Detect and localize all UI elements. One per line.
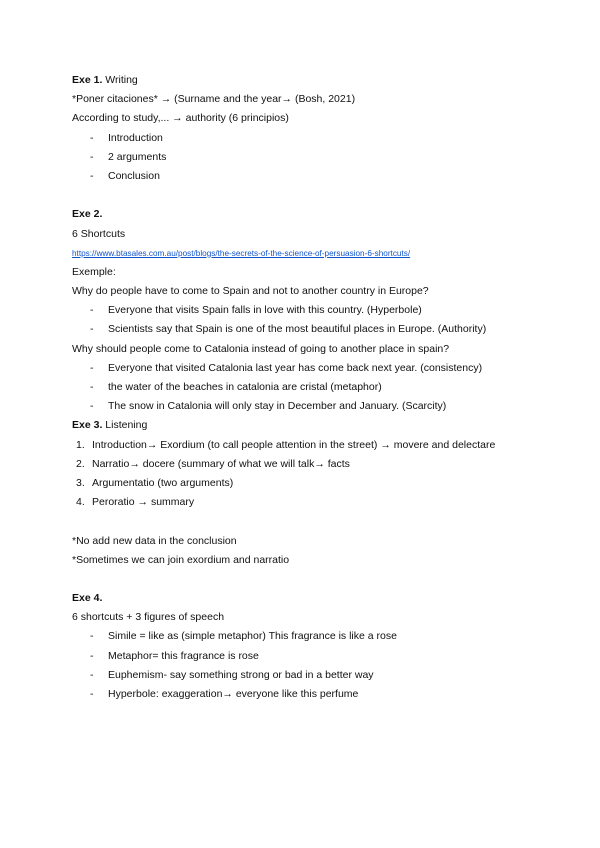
exe1-heading — [72, 71, 532, 90]
list-item: - Everyone that visits Spain falls in love with this country. (Hyperbole) — [90, 304, 422, 317]
list-item: - The snow in Catalonia will only stay in December and January. (Scarcity) — [90, 400, 447, 413]
numbered-item: 2. Narratio→ docere (summary of what we will talk→ facts — [76, 457, 350, 470]
exe2-question1: Why do people have to come to Spain and not to another country in Europe? — [72, 285, 429, 298]
exe3-title: Exe 3. — [72, 419, 103, 432]
exe1-line1: *Poner citaciones* → (Surname and the year→ (Bosh, 2021) — [72, 93, 356, 106]
exe2-question2: Why should people come to Catalonia instead of going to another place in spain? — [72, 342, 450, 355]
persuasion-shortcuts-link[interactable]: https://www.btasales.com.au/post/blogs/the-secrets-of-the-science-of-persuasion-6-shortcuts/ — [72, 248, 411, 258]
exe3-heading — [72, 416, 532, 435]
exe1-line2: According to study,... → authority (6 principios) — [72, 112, 289, 125]
numbered-item: 3. Argumentatio (two arguments) — [76, 476, 234, 489]
numbered-item: 1. Introduction→ Exordium (to call people attention in the street) → movere and delectare — [76, 438, 496, 451]
list-item: - Conclusion — [90, 169, 160, 182]
list-item: - the water of the beaches in catalonia are cristal (metaphor) — [90, 381, 382, 393]
document-page — [72, 71, 532, 704]
exe2-line2: Exemple: — [72, 265, 116, 278]
exe2-title: Exe 2. — [72, 208, 103, 221]
list-item: - Simile = like as (simple metaphor) This fragrance is like a rose — [90, 630, 397, 643]
exe4-title: Exe 4. — [72, 592, 103, 605]
exe3-subtitle: Listening — [105, 419, 148, 432]
list-item: - 2 arguments — [90, 150, 167, 163]
exe3-note1: *No add new data in the conclusion — [72, 534, 237, 547]
exe2-line1: 6 Shortcuts — [72, 227, 126, 240]
list-item: - Scientists say that Spain is one of the most beautiful places in Europe. (Authority) — [90, 323, 487, 336]
exe1-title: Exe 1. — [72, 74, 103, 86]
list-item: - Metaphor= this fragrance is rose — [90, 649, 259, 662]
list-item: - Introduction — [90, 131, 163, 144]
list-item: - Euphemism- say something strong or bad in a better way — [90, 668, 374, 681]
exe4-line1: 6 shortcuts + 3 figures of speech — [72, 611, 225, 624]
exe3-note2: *Sometimes we can join exordium and narratio — [72, 553, 290, 566]
exe1-subtitle: Writing — [105, 74, 138, 86]
list-item: - Hyperbole: exaggeration→ everyone like this perfume — [90, 688, 359, 700]
numbered-item: 4. Peroratio → summary — [76, 496, 195, 509]
list-item: - Everyone that visited Catalonia last year has come back next year. (consistency) — [90, 361, 483, 374]
